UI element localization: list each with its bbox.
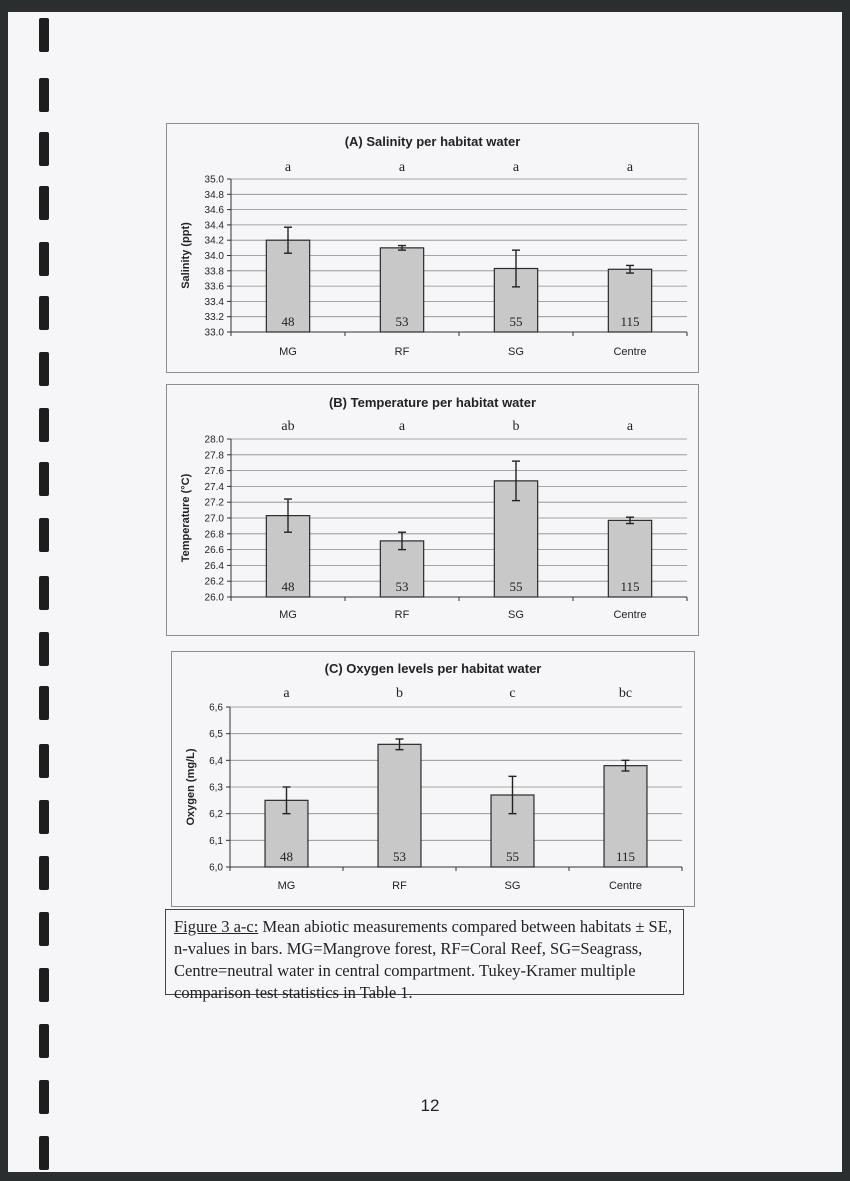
x-category-label: Centre — [613, 609, 647, 621]
y-tick-label: 33.8 — [204, 266, 224, 278]
y-tick-label: 33.6 — [204, 281, 224, 293]
n-value-label: 48 — [280, 849, 293, 864]
y-tick-label: 6,6 — [209, 702, 223, 714]
y-tick-label: 33.2 — [204, 312, 224, 324]
significance-letter: a — [398, 419, 406, 434]
binding-ring — [39, 518, 49, 552]
n-value-label: 115 — [615, 849, 636, 864]
binding-ring — [39, 18, 49, 52]
binding-ring — [39, 968, 49, 1002]
x-category-label: SG — [508, 609, 524, 621]
chart-oxygen — [171, 651, 695, 907]
significance-letter: b — [396, 686, 403, 701]
y-tick-label: 26.0 — [204, 592, 224, 604]
x-category-label: Centre — [608, 880, 643, 892]
significance-letter: c — [509, 686, 516, 701]
y-tick-label: 35.0 — [204, 174, 224, 186]
y-tick-label: 27.8 — [204, 450, 224, 462]
x-category-label: SG — [504, 880, 521, 892]
y-axis-label: Oxygen (mg/L) — [185, 748, 197, 826]
y-tick-label: 33.4 — [204, 296, 224, 308]
binding-ring — [39, 408, 49, 442]
y-tick-label: 27.0 — [204, 513, 224, 525]
y-tick-label: 28.0 — [204, 434, 224, 446]
oxygen-bar-chart — [172, 652, 694, 906]
binding-ring — [39, 1024, 49, 1058]
binding-ring — [39, 132, 49, 166]
n-value-label: 53 — [393, 849, 406, 864]
y-tick-label: 27.4 — [204, 481, 224, 493]
caption-figure-ref: Figure 3 a-c: — [174, 917, 259, 936]
binding-ring — [39, 632, 49, 666]
chart-salinity — [166, 123, 699, 373]
significance-letter: a — [283, 686, 290, 701]
n-value-label: 53 — [395, 579, 409, 594]
y-tick-label: 26.4 — [204, 560, 224, 572]
y-tick-label: 34.4 — [204, 220, 224, 232]
n-value-label: 48 — [281, 314, 295, 329]
page-number: 12 — [420, 1096, 440, 1115]
y-tick-label: 27.2 — [204, 497, 224, 509]
y-tick-label: 6,2 — [209, 809, 223, 821]
binding-ring — [39, 912, 49, 946]
binding-ring — [39, 744, 49, 778]
n-value-label: 55 — [509, 579, 523, 594]
figure-caption — [165, 909, 684, 1002]
significance-letter: bc — [618, 686, 633, 701]
significance-letter: a — [398, 160, 406, 175]
x-category-label: RF — [392, 880, 407, 892]
x-category-label: RF — [394, 609, 410, 621]
significance-letter: a — [626, 160, 634, 175]
y-tick-label: 6,0 — [209, 862, 223, 874]
y-tick-label: 33.0 — [204, 327, 224, 339]
y-tick-label: 26.6 — [204, 545, 224, 557]
chart-title: (A) Salinity per habitat water — [344, 134, 521, 149]
n-value-label: 53 — [395, 314, 409, 329]
y-tick-label: 26.2 — [204, 576, 224, 588]
binding-ring — [39, 1080, 49, 1114]
binding-ring — [39, 576, 49, 610]
x-category-label: MG — [279, 346, 297, 358]
significance-letter: b — [512, 419, 520, 434]
n-value-label: 48 — [281, 579, 295, 594]
binding-ring — [39, 352, 49, 386]
x-category-label: RF — [394, 346, 410, 358]
y-tick-label: 34.8 — [204, 189, 224, 201]
y-tick-label: 6,1 — [209, 835, 223, 847]
salinity-bar-chart — [167, 124, 698, 372]
binding-ring — [39, 800, 49, 834]
chart-temperature — [166, 384, 699, 636]
chart-title: (C) Oxygen levels per habitat water — [324, 661, 542, 676]
n-value-label: 55 — [506, 849, 519, 864]
y-tick-label: 34.6 — [204, 205, 224, 217]
significance-letter: a — [284, 160, 292, 175]
binding-ring — [39, 462, 49, 496]
binding-ring — [39, 186, 49, 220]
significance-letter: ab — [281, 419, 295, 434]
y-tick-label: 34.0 — [204, 251, 224, 262]
n-value-label: 115 — [620, 314, 640, 329]
n-value-label: 55 — [509, 314, 523, 329]
x-category-label: MG — [279, 609, 297, 621]
y-tick-label: 6,3 — [209, 782, 223, 794]
chart-title: (B) Temperature per habitat water — [328, 395, 537, 410]
binding-ring — [39, 296, 49, 330]
significance-letter: a — [512, 160, 520, 175]
y-tick-label: 34.2 — [204, 235, 224, 247]
temperature-bar-chart — [167, 385, 698, 635]
y-tick-label: 26.8 — [204, 529, 224, 541]
significance-letter: a — [626, 419, 634, 434]
binding-ring — [39, 686, 49, 720]
y-tick-label: 27.6 — [204, 466, 224, 478]
binding-ring — [39, 78, 49, 112]
n-value-label: 115 — [620, 579, 640, 594]
x-category-label: Centre — [613, 346, 647, 358]
binding-ring — [39, 856, 49, 890]
y-tick-label: 6,4 — [209, 755, 223, 767]
binding-ring — [39, 242, 49, 276]
x-category-label: SG — [508, 346, 524, 358]
caption-text: Mean abiotic measurements compared between habitats ± SE, n-values in bars. MG=Mangrove forest, RF=Coral Reef, SG=Seagrass, Centre=neutral water in central compartment. Tukey-Kramer multiple comparison test statistics in Table 1. — [174, 917, 672, 1002]
y-axis-label: Temperature (°C) — [180, 473, 192, 563]
spiral-binding — [38, 0, 52, 1181]
y-tick-label: 6,5 — [209, 729, 223, 741]
x-category-label: MG — [277, 880, 296, 892]
y-axis-label: Salinity (ppt) — [180, 222, 192, 289]
binding-ring — [39, 1136, 49, 1170]
